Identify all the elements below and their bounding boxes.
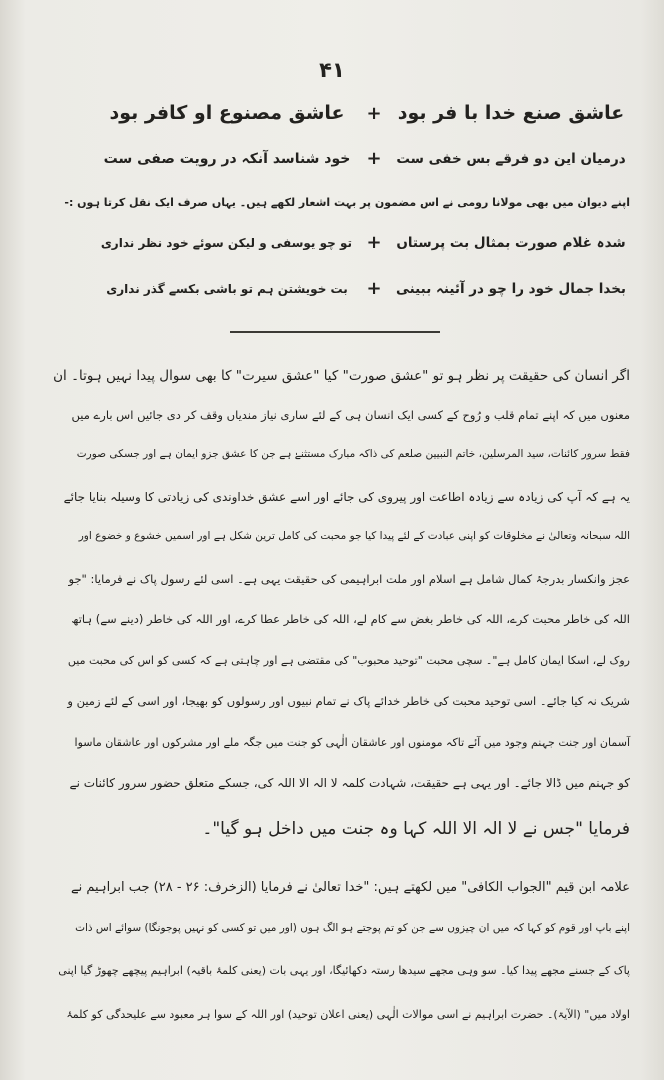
quote-line: اولاد میں" (الآیۃ)۔ حضرت ابراہیم نے اسی موالات الٰہی (یعنی اعلان توحید) اور اللہ کے سوا ہر معبود سے علیحدگی کو کلمۂ	[66, 1008, 630, 1021]
verse-hemistich: شدہ غلام صورت بمثال بت پرستاں	[396, 234, 626, 251]
body-line: فقط سرور کائنات، سید المرسلین، خاتم النبیین صلعم کی ذاکہ مبارک مستثنےٰ ہے جن کا عشق جزو ایمان ہے اور جسکی صورت	[76, 448, 630, 460]
verse-line	[86, 278, 626, 299]
verse-line	[86, 232, 626, 253]
quote-line: پاک کے جسنے مجھے پیدا کیا۔ سو وہی مجھے سیدھا رستہ دکھائیگا، اور یہی بات (یعنی کلمۂ باقیہ) ابراہیم پیچھے چھوڑ گیا اپنی	[58, 964, 630, 977]
verse-separator: +	[366, 278, 382, 299]
intro-line: اپنے دیوان میں بھی مولانا رومی نے اس مضمون پر بہت اشعار لکھے ہیں۔ یہاں صرف ایک نقل کرتا ہوں :-	[64, 196, 630, 209]
verse-line	[86, 148, 626, 169]
verse-hemistich: عاشق صنع خدا با فر بود	[397, 102, 625, 124]
section-divider	[230, 331, 440, 333]
page-number: ۴۱	[319, 58, 345, 82]
verse-hemistich: درمیان این دو فرقے بس خفی ست	[396, 150, 626, 167]
verse-separator: +	[366, 232, 382, 253]
body-line: شریک نہ کیا جائے۔ اسی توحید محبت کی خاطر خدائے پاک نے تمام نبیوں اور رسولوں کو بھیجا، اور اسی کے لئے زمین و	[67, 694, 630, 708]
body-line: فرمایا "جس نے لا الہ الا اللہ کہا وہ جنت میں داخل ہو گیا"۔	[202, 819, 630, 839]
verse-separator: +	[366, 148, 382, 169]
body-line: اگر انسان کی حقیقت پر نظر ہو تو "عشق صورت" کیا "عشق سیرت" کا بھی سوال پیدا نہیں ہوتا۔ ان	[53, 368, 630, 384]
quote-line: علامہ ابن قیم "الجواب الکافی" میں لکھتے ہیں: "خدا تعالیٰ نے فرمایا (الزخرف: ۲۶ - ۲۸) جب ابراہیم نے	[71, 880, 630, 895]
body-line: معنوں میں کہ اپنے تمام قلب و رُوح کے کسی ایک انسان ہی کے لئے ساری نیاز مندیاں وقف کر دی جائیں اس بارے میں	[71, 408, 630, 422]
body-line: کو جہنم میں ڈالا جائے۔ اور یہی ہے حقیقت، شہادت کلمہ لا الہ الا اللہ کی، جسکے متعلق حضور سرور کائنات نے	[69, 776, 630, 790]
verse-hemistich: خود شناسد آنکہ در رویت صفی ست	[103, 150, 351, 167]
body-line: یہ ہے کہ آپ کی زیادہ سے زیادہ اطاعت اور پیروی کی جائے اور اسے عشق خداوندی کی زیادتی کا وسیلہ بنایا جائے	[63, 490, 630, 504]
verse-hemistich: تو چو یوسفی و لیکن سوئے خود نظر نداری	[100, 235, 352, 250]
body-line: عجز وانکسار بدرجۂ کمال شامل ہے اسلام اور ملت ابراہیمی کی حقیقت یہی ہے۔ اسی لئے رسول پاک نے فرمایا: "جو	[68, 572, 630, 586]
verse-line	[86, 102, 626, 124]
body-line: آسمان اور جنت جہنم وجود میں آئے تاکہ مومنوں اور عاشقان الٰہی کو جنت میں جگہ ملے اور مشرکوں اور عاشقان ماسوا	[74, 736, 630, 749]
verse-hemistich: بت خویشتن ہم تو باشی بکسے گذر نداری	[106, 281, 348, 296]
verse-hemistich: عاشق مصنوع او کافر بود	[109, 102, 345, 124]
quote-line: اپنے باپ اور قوم کو کہا کہ میں ان چیزوں سے جن کو تم پوجتے ہو الگ ہوں (اور میں تو کسی کو نہیں پوجونگا) سوائے اس ذات	[75, 922, 630, 934]
verse-separator: +	[366, 102, 382, 124]
body-line: اللہ کی خاطر محبت کرے، اللہ کی خاطر بغض سے کام لے، اللہ کی خاطر عطا کرے، اور اللہ کی خاطر (دینے سے) ہاتھ	[71, 612, 630, 626]
verse-hemistich: بخدا جمال خود را چو در آئینہ ببینی	[396, 280, 626, 297]
body-line: روک لے، اسکا ایمان کامل ہے"۔ سچی محبت "توحید محبوب" کی مقتضی ہے اور چاہتی ہے کہ کسی کو اس کی محبت میں	[67, 654, 630, 667]
body-line: اللہ سبحانہ وتعالیٰ نے مخلوقات کو اپنی عبادت کے لئے پیدا کیا جو محبت کی کامل ترین شکل ہے اور اسمیں خشوع و خضوع اور	[78, 530, 630, 542]
